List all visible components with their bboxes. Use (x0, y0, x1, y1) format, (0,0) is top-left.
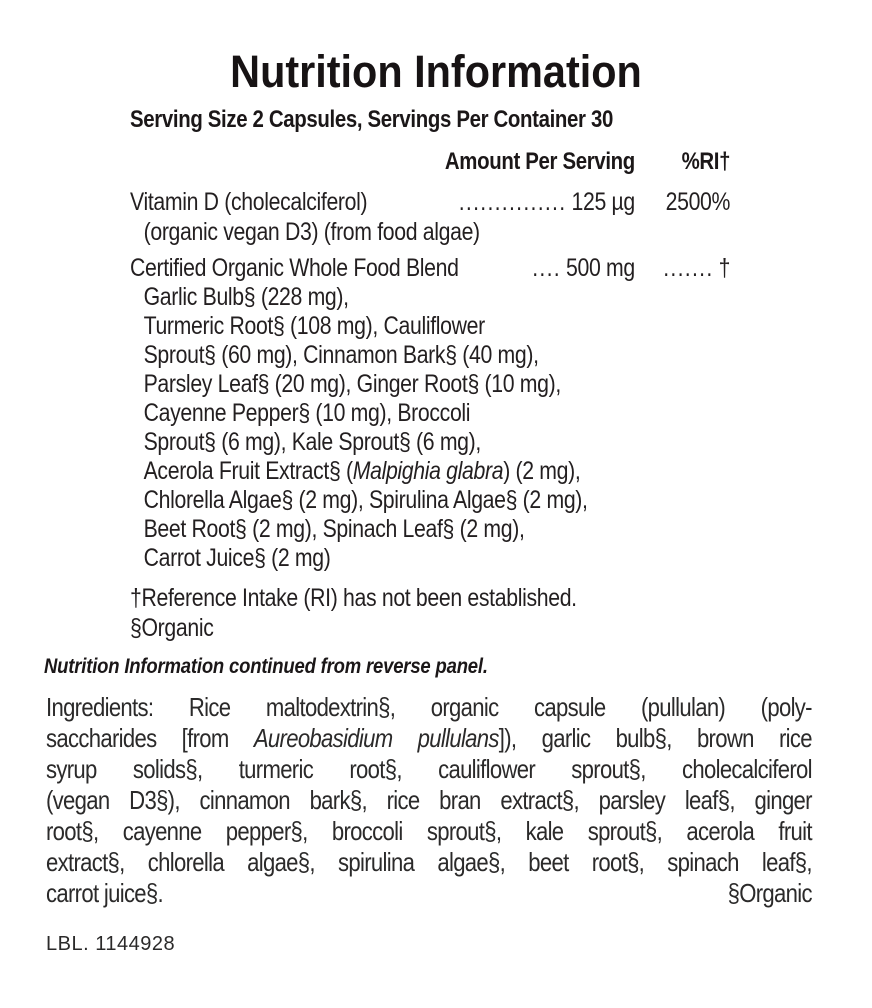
serving-size-line: Serving Size 2 Capsules, Servings Per Container 30 (130, 106, 614, 133)
blend-amount-group (532, 253, 635, 283)
dotted-leader: ....... (663, 254, 714, 282)
vitamin-d-amount-group (459, 187, 635, 217)
label-code: LBL. 1144928 (46, 933, 176, 955)
continued-from-reverse-note: Nutrition Information continued from reverse panel. (44, 655, 488, 678)
blend-name: Certified Organic Whole Food Blend (130, 254, 459, 282)
acerola-pre: Acerola Fruit Extract§ ( (143, 457, 353, 485)
ingredients-last-line (46, 878, 812, 909)
organic-footnote: §Organic (130, 614, 214, 642)
ingredients-line2-pre: saccharides [from (46, 723, 254, 753)
ingredients-last-left: carrot juice§. (46, 878, 163, 908)
blend-component-line: Parsley Leaf§ (20 mg), Ginger Root§ (10 mg), (143, 370, 561, 398)
blend-component-line: Sprout§ (6 mg), Kale Sprout§ (6 mg), (143, 428, 481, 456)
dotted-leader: .... (532, 254, 561, 282)
vitamin-d-amount: 125 µg (571, 188, 635, 216)
blend-percent-ri (635, 253, 730, 283)
page-title: Nutrition Information (230, 46, 642, 97)
ingredients-line: Ingredients: Rice maltodextrin§, organic capsule (pullulan) (poly- (46, 692, 812, 722)
dotted-leader: ............... (458, 188, 567, 216)
blend-component-line: Sprout§ (60 mg), Cinnamon Bark§ (40 mg), (143, 341, 539, 369)
blend-component-line: Carrot Juice§ (2 mg) (143, 544, 331, 572)
blend-component-line: Cayenne Pepper§ (10 mg), Broccoli (143, 399, 471, 427)
facts-column-header (130, 148, 730, 176)
blend-amount: 500 mg (566, 254, 635, 282)
ingredients-paragraph (46, 692, 812, 909)
ingredients-line2-post: ]), garlic bulb§, brown rice (498, 723, 812, 753)
organic-legend: §Organic (727, 878, 812, 908)
pullulans-species-italic: Aureobasidium pullulans (253, 723, 499, 753)
percent-ri-header: %RI† (681, 148, 731, 175)
blend-row (130, 253, 730, 283)
ingredients-line: extract§, chlorella algae§, spirulina algae§, beet root§, spinach leaf§, (46, 847, 812, 877)
blend-component-line: Turmeric Root§ (108 mg), Cauliflower (143, 312, 485, 340)
ingredients-line: (vegan D3§), cinnamon bark§, rice bran extract§, parsley leaf§, ginger (46, 785, 812, 815)
amount-per-serving-header: Amount Per Serving (444, 148, 635, 175)
blend-component-line: Garlic Bulb§ (228 mg), (143, 283, 349, 311)
acerola-species-italic: Malpighia glabra (352, 457, 504, 485)
blend-component-line: Chlorella Algae§ (2 mg), Spirulina Algae§ (2 mg), (143, 486, 588, 514)
blend-dagger: † (718, 254, 731, 282)
vitamin-d-percent-ri: 2500% (665, 188, 731, 216)
vitamin-d-row (130, 187, 730, 217)
ingredients-line: root§, cayenne pepper§, broccoli sprout§, kale sprout§, acerola fruit (46, 816, 812, 846)
vitamin-d-subline: (organic vegan D3) (from food algae) (143, 218, 480, 246)
reference-intake-footnote: †Reference Intake (RI) has not been established. (130, 584, 577, 612)
ingredients-line-species (46, 723, 812, 754)
supplement-facts-panel (130, 104, 730, 643)
blend-component-line: Beet Root§ (2 mg), Spinach Leaf§ (2 mg), (143, 515, 525, 543)
blend-component-line-acerola (130, 457, 730, 486)
acerola-post: ) (2 mg), (503, 457, 581, 485)
vitamin-d-name: Vitamin D (cholecalciferol) (130, 188, 368, 216)
ingredients-line: syrup solids§, turmeric root§, cauliflower sprout§, cholecalciferol (46, 754, 812, 784)
